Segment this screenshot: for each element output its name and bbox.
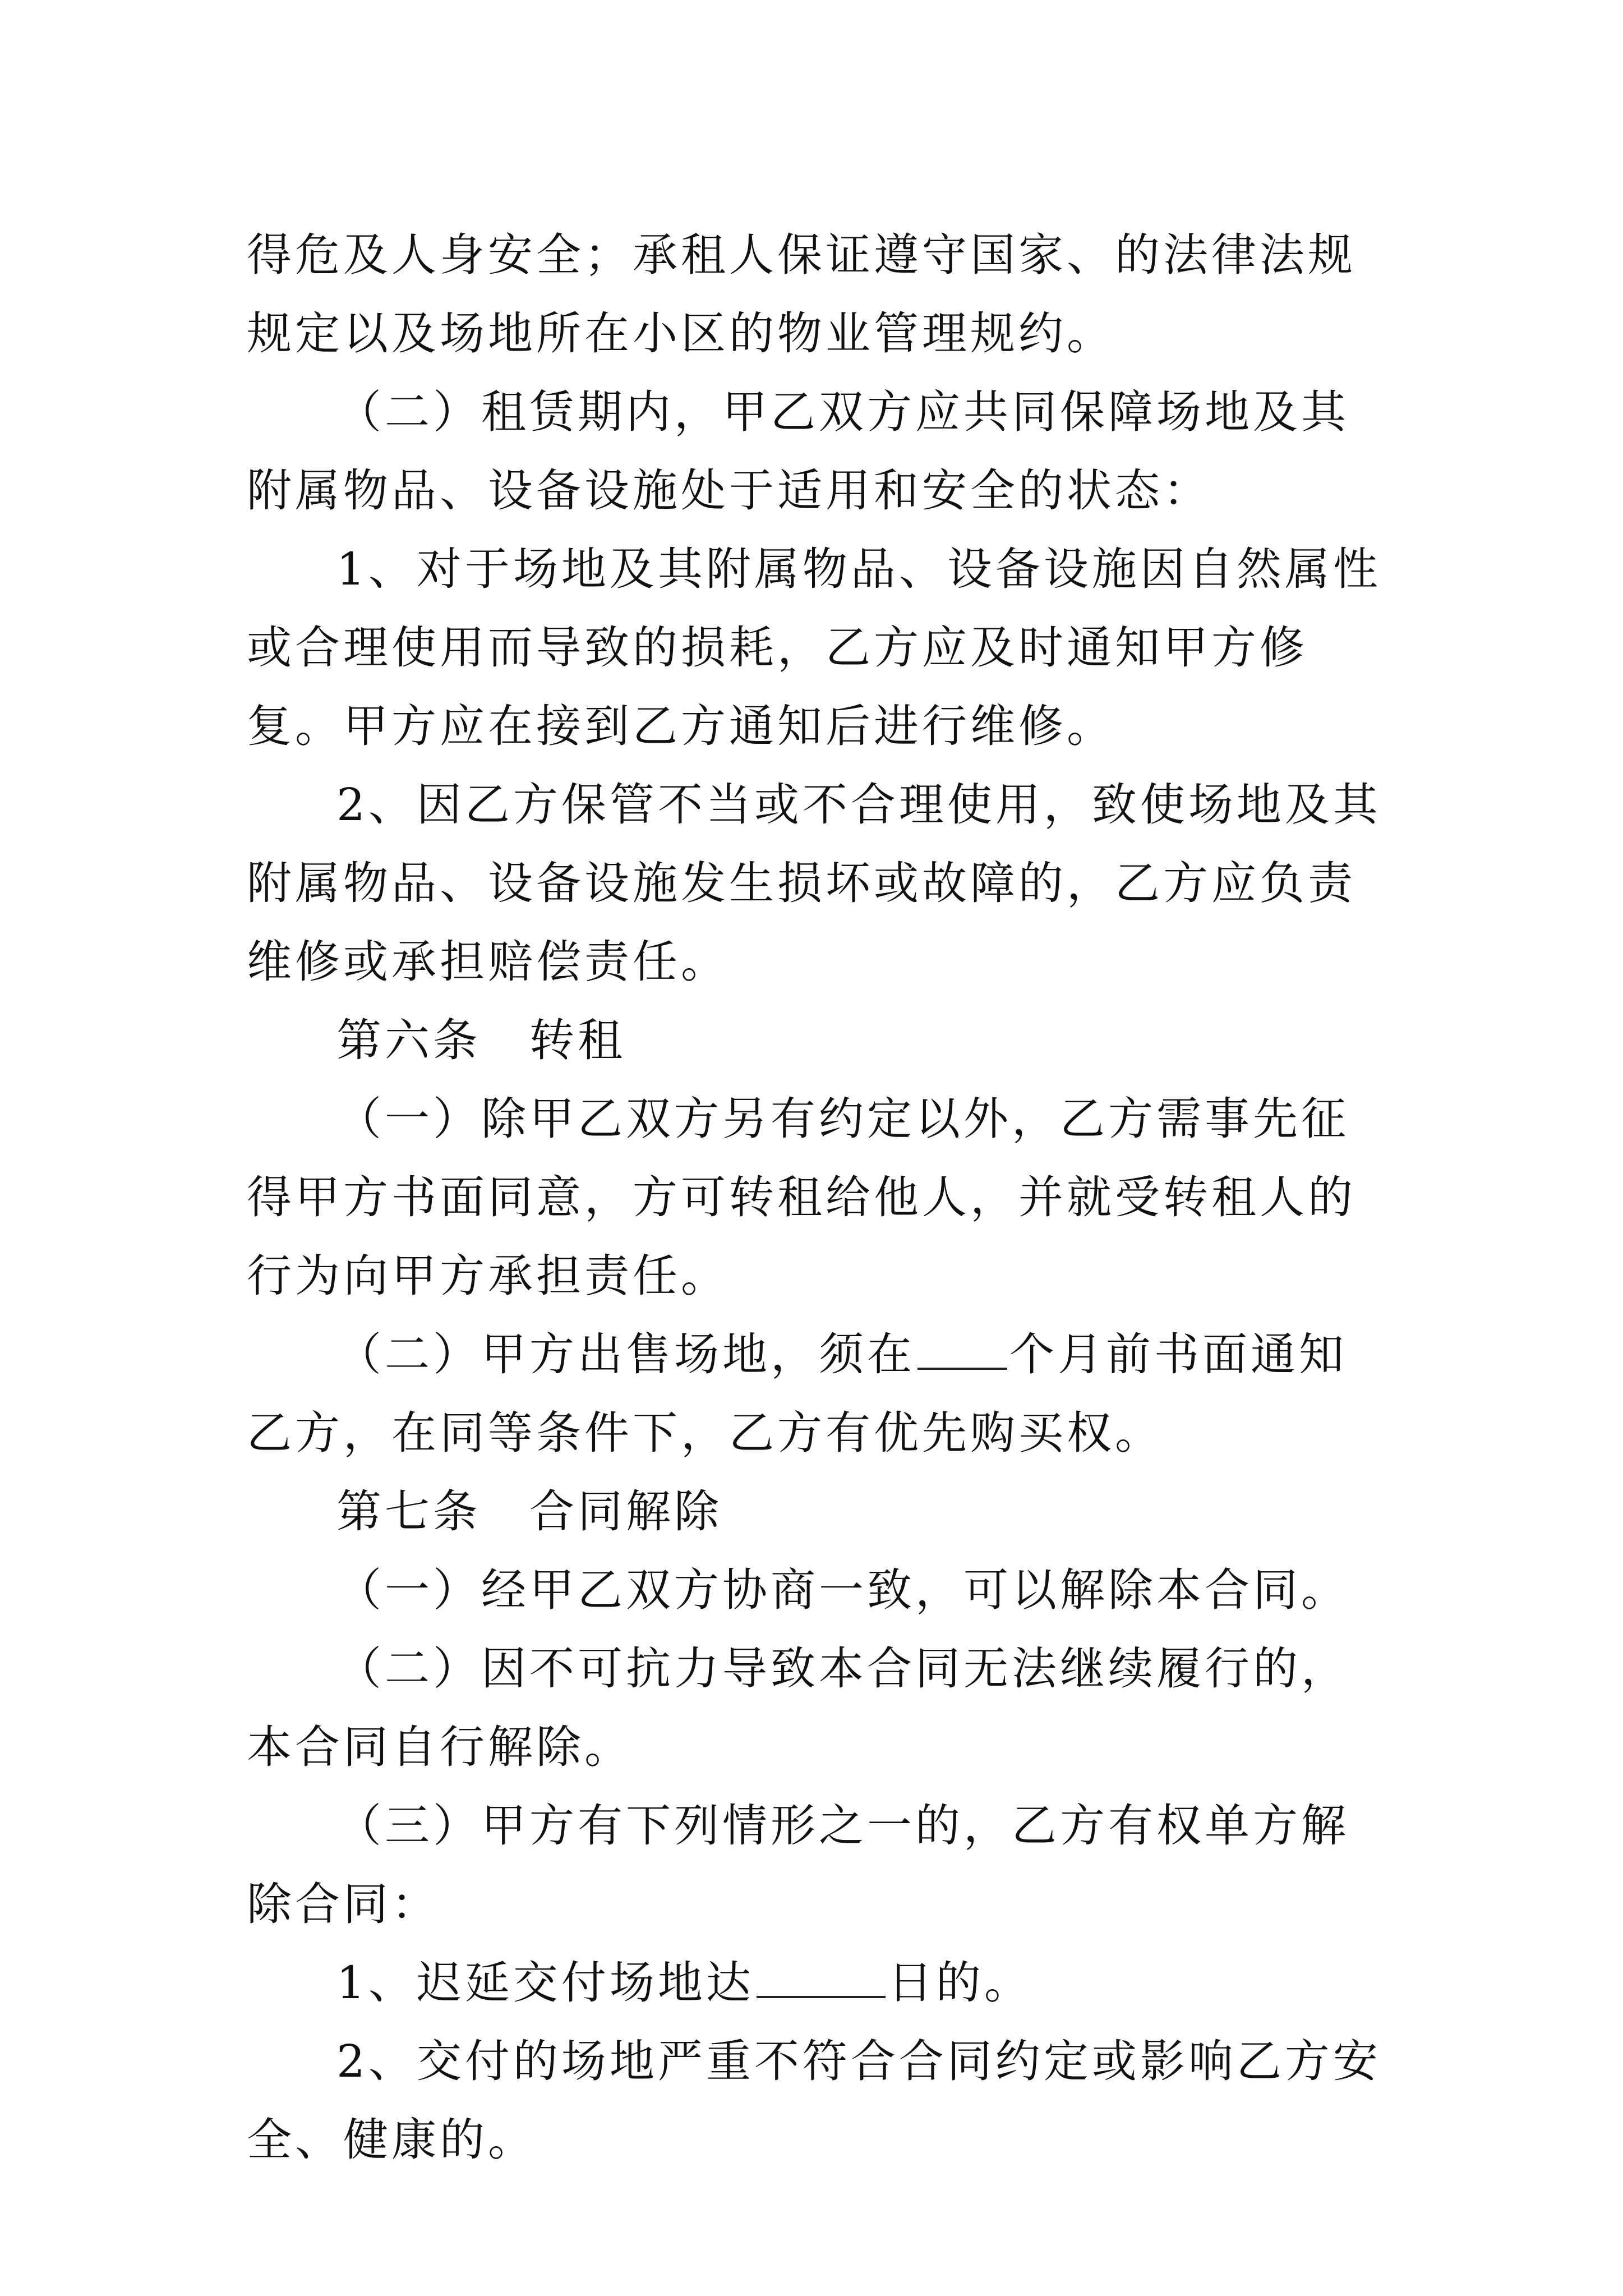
paragraph-nonconforming-site: 2、交付的场地严重不符合合同约定或影响乙方安全、健康的。 xyxy=(247,2035,1381,2166)
sale-notice-suffix: 个月前书面通知乙方，在同等条件下，乙方有优先购买权。 xyxy=(247,1328,1347,1459)
article-seven-heading: 第七条 合同解除 xyxy=(336,1485,722,1538)
paragraph-force-majeure: （二）因不可抗力导致本合同无法继续履行的，本合同自行解除。 xyxy=(247,1642,1349,1773)
document-body xyxy=(247,216,1385,2179)
paragraph-improper-use: 2、因乙方保管不当或不合理使用，致使场地及其附属物品、设备设施发生损坏或故障的，乙方应负责维修或承担赔偿责任。 xyxy=(247,779,1381,988)
paragraph-sublease-consent: （一）除甲乙双方另有约定以外，乙方需事先征得甲方书面同意，方可转租给他人，并就受转租人的行为向甲方承担责任。 xyxy=(247,1093,1356,1302)
paragraph-natural-wear: 1、对于场地及其附属物品、设备设施因自然属性或合理使用而导致的损耗，乙方应及时通知甲方修复。甲方应在接到乙方通知后进行维修。 xyxy=(247,543,1381,752)
days-blank xyxy=(757,1962,886,1998)
paragraph-joint-maintenance: （二）租赁期内，甲乙双方应共同保障场地及其附属物品、设备设施处于适用和安全的状态： xyxy=(247,386,1349,517)
delayed-delivery-suffix: 日的。 xyxy=(887,1957,1032,2009)
paragraph-delayed-delivery xyxy=(247,1944,1385,2022)
paragraph-unilateral-termination: （三）甲方有下列情形之一的，乙方有权单方解除合同： xyxy=(247,1800,1349,1930)
paragraph-sale-notice xyxy=(247,1315,1385,1473)
months-blank xyxy=(917,1334,1007,1370)
paragraph-mutual-termination: （一）经甲乙双方协商一致，可以解除本合同。 xyxy=(336,1564,1349,1616)
article-six-heading: 第六条 转租 xyxy=(336,1014,626,1066)
delayed-delivery-prefix: 1、迟延交付场地达 xyxy=(336,1957,754,2009)
sale-notice-prefix: （二）甲方出售场地，须在 xyxy=(336,1328,915,1381)
paragraph-personal-safety: 得危及人身安全；承租人保证遵守国家、的法律法规规定以及场地所在小区的物业管理规约。 xyxy=(247,229,1356,360)
